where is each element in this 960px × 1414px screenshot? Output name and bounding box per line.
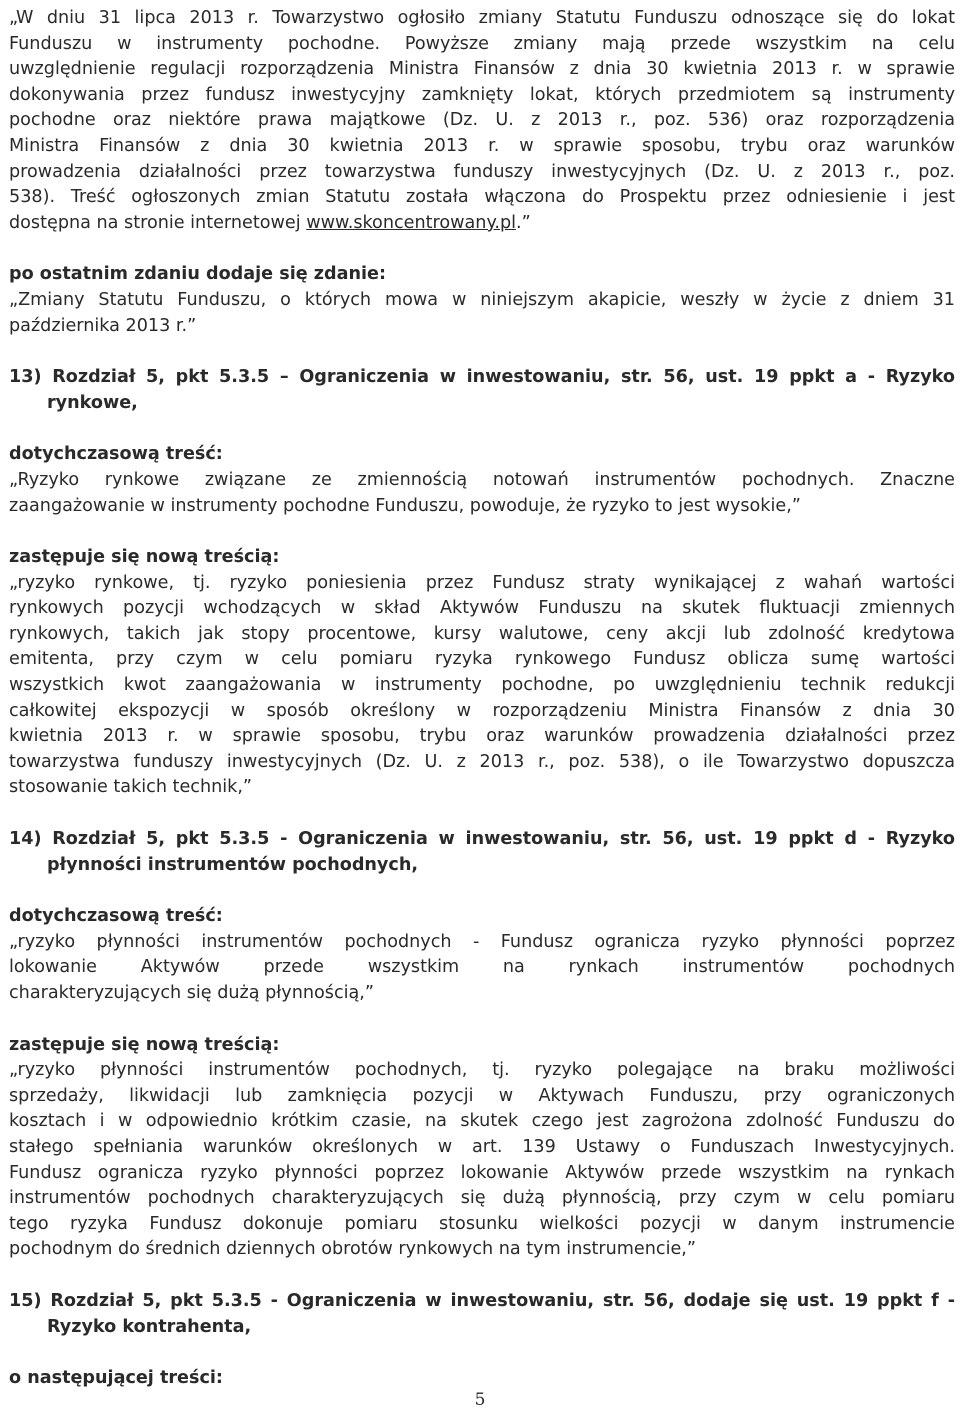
text-fragment: .” [516,212,531,233]
section-heading: 14) Rozdział 5, pkt 5.3.5 - Ograniczenia w inwestowaniu, str. 56, ust. 19 ppkt d - Ryzyko [9,829,955,850]
new-content-label: zastępuje się nową treścią: [9,547,280,568]
text-line: Ministra Finansów z dnia 30 kwietnia 2013 r. w sprawie sposobu, trybu oraz warunków [9,135,955,156]
section-heading: rynkowe, [47,392,138,413]
text-line: wszystkich kwot zaangażowania w instrumenty pochodne, po uwzględnieniu technik redukcji [9,675,955,696]
text-line: „W dniu 31 lipca 2013 r. Towarzystwo ogłosiło zmiany Statutu Funduszu odnoszące się do lokat [9,8,955,28]
text-line: Funduszu w instrumenty pochodne. Powyższe zmiany mają przede wszystkim na celu [9,33,955,54]
text-line: stałego spełniania warunków określonych w art. 139 Ustawy o Funduszach Inwestycyjnych. [9,1136,955,1157]
text-line: rynkowych, takich jak stopy procentowe, kursy walutowe, ceny akcji lub zdolność kredytowa [9,623,955,644]
section-heading: 13) Rozdział 5, pkt 5.3.5 – Ograniczenia w inwestowaniu, str. 56, ust. 19 ppkt a - Ryzyko [9,367,955,388]
text-line: „ryzyko płynności instrumentów pochodnych - Fundusz ogranicza ryzyko płynności poprzez [9,931,955,952]
section-heading: Ryzyko kontrahenta, [47,1316,252,1337]
text-line: instrumentów pochodnych charakteryzujących się dużą płynnością, przy czym w celu pomiaru [9,1188,955,1209]
website-link[interactable]: www.skoncentrowany.pl [306,212,517,233]
text-line: października 2013 r.” [9,315,197,336]
text-line: pochodne oraz niektóre prawa majątkowe (Dz. U. z 2013 r., poz. 536) oraz rozporządzenia [9,110,955,131]
text-line: dokonywania przez fundusz inwestycyjny zamknięty lokat, których przedmiotem są instrumenty [9,84,955,105]
text-line: „ryzyko rynkowe, tj. ryzyko poniesienia przez Fundusz straty wynikającej z wahań wartości [9,572,955,593]
text-line: kosztach i w odpowiednio krótkim czasie, na skutek czego jest zagrożona zdolność Funduszu do [9,1111,955,1132]
section-label: po ostatnim zdaniu dodaje się zdanie: [9,264,387,285]
text-line: tego ryzyka Fundusz dokonuje pomiaru stosunku wielkości pozycji w danym instrumencie [9,1213,955,1234]
text-line: prowadzenia działalności przez towarzystwa funduszy inwestycyjnych (Dz. U. z 2013 r., poz. [9,161,955,182]
following-content-label: o następującej treści: [9,1368,223,1389]
text-line: towarzystwa funduszy inwestycyjnych (Dz. U. z 2013 r., poz. 538), o ile Towarzystwo dopuszcza [9,751,955,772]
text-line: 538). Treść ogłoszonych zmian Statutu została włączona do Prospektu przez odniesienie i jest [9,187,955,208]
section-15 [9,1289,955,1392]
old-content-label: dotychczasową treść: [9,444,223,465]
section-heading: 15) Rozdział 5, pkt 5.3.5 - Ograniczenia w inwestowaniu, str. 56, dodaje się ust. 19 ppkt f - [9,1290,955,1311]
intro-paragraph [9,6,955,236]
text-line: pochodnym do średnich dziennych obrotów rynkowych na tym instrumencie,” [9,1239,696,1260]
text-line: Fundusz ogranicza ryzyko płynności poprzez lokowanie Aktywów przede wszystkim na rynkach [9,1162,955,1183]
section-13 [9,365,955,801]
new-content-label: zastępuje się nową treścią: [9,1034,280,1055]
text-line: zaangażowanie w instrumenty pochodne Funduszu, powoduje, że ryzyko to jest wysokie,” [9,495,801,516]
text-line: uwzględnienie regulacji rozporządzenia Ministra Finansów z dnia 30 kwietnia 2013 r. w sprawie [9,59,955,80]
section-14 [9,827,955,1263]
page-number: 5 [474,1390,486,1410]
text-line: całkowitej ekspozycji w sposób określony w rozporządzeniu Ministra Finansów z dnia 30 [9,700,955,721]
text-line: lokowanie Aktywów przede wszystkim na rynkach instrumentów pochodnych [9,957,955,978]
section-heading: płynności instrumentów pochodnych, [47,854,419,875]
text-line: rynkowych pozycji wchodzących w skład Aktywów Funduszu na skutek fluktuacji zmiennych [9,598,955,619]
text-line: stosowanie takich technik,” [9,777,253,798]
text-line: „ryzyko płynności instrumentów pochodnych, tj. ryzyko polegające na braku możliwości [9,1060,955,1081]
text-line: „Ryzyko rynkowe związane ze zmiennością notowań instrumentów pochodnych. Znaczne [9,469,955,490]
document-page [9,6,955,1392]
text-line [9,211,955,237]
added-sentence-block [9,262,955,339]
text-line: „Zmiany Statutu Funduszu, o których mowa w niniejszym akapicie, weszły w życie z dniem 31 [9,289,955,310]
text-line: kwietnia 2013 r. w sprawie sposobu, trybu oraz warunków prowadzenia działalności przez [9,726,955,747]
text-line: emitenta, przy czym w celu pomiaru ryzyka rynkowego Fundusz oblicza sumę wartości [9,649,955,670]
text-line: sprzedaży, likwidacji lub zamknięcia pozycji w Aktywach Funduszu, przy ograniczonych [9,1085,955,1106]
old-content-label: dotychczasową treść: [9,906,223,927]
text-line: charakteryzujących się dużą płynnością,” [9,983,374,1003]
text-fragment: dostępna na stronie internetowej [9,212,307,233]
